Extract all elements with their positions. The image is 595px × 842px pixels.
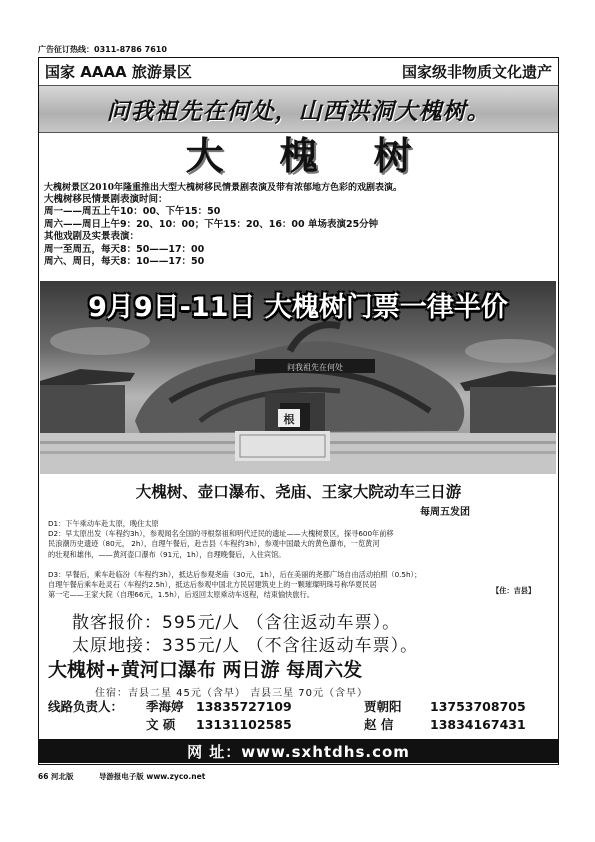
stay-note: 【住：吉县】: [492, 586, 536, 595]
price-line: 散客报价：595元/人 （含往返动车票）。: [72, 613, 401, 633]
schedule-heading: 大槐树移民情景剧表演时间：: [44, 194, 168, 205]
itinerary-line: D2：早太原出发（车程约3h），参观闻名全国的寻根祭祖和明代迁民的遗址——大槐树景区，探寻600年前移: [48, 529, 394, 539]
contact-name: 赵 信: [364, 717, 394, 732]
schedule-line: 周六——周日上午9：20、10：00；下午15：20、16：00 单场表演25分钟: [44, 218, 379, 230]
show-schedule: [44, 194, 556, 268]
contact-name: 季海婷: [146, 699, 184, 714]
promo-title: 9月9日-11日 大槐树门票一律半价: [88, 292, 508, 323]
schedule-line: 周六、周日，每天8：10——17：50: [44, 256, 205, 268]
contact-phone: 13131102585: [196, 717, 292, 732]
price-line: 太原地接：335元/人 （不含往返动车票）。: [72, 636, 419, 656]
combo-tour: 大槐树+黄河口瀑布 两日游 每周六发: [48, 659, 363, 681]
schedule-line: 周一——周五上午10：00、下午15：50: [44, 206, 221, 218]
slogan-banner: 问我祖先在何处，山西洪洞大槐树。: [39, 85, 558, 133]
footer-source: 导游报电子版 www.zyco.net: [98, 772, 206, 781]
itinerary-line: 的壮观和雄伟，——黄河壶口瀑布（91元，1h），自理晚餐后，入住宾馆。: [48, 549, 286, 559]
route-title: 大槐树、壶口瀑布、尧庙、王家大院动车三日游: [135, 483, 462, 501]
schedule-heading: 其他戏剧及实景表演：: [44, 231, 140, 243]
itinerary-line: D1：下午乘动车赴太原，晚住太原: [48, 519, 159, 528]
itinerary: [48, 519, 554, 600]
itinerary-line: 民浪潮历史遗迹（80元， 2h），自理午餐后，赴吉县（车程约3h），参观中国最大的黄色瀑布，一览黄河: [48, 539, 380, 549]
contacts-label: 线路负责人：: [48, 699, 124, 714]
contacts: [48, 698, 556, 734]
top-bar: [39, 59, 558, 83]
website-bar[interactable]: 网 址：www.sxhtdhs.com: [39, 739, 558, 763]
departure-note: 每周五发团: [420, 507, 470, 518]
contact-phone: 13834167431: [430, 717, 526, 732]
contact-phone: 13753708705: [430, 699, 526, 714]
itinerary-line: 第一宅——王家大院（自理66元，1.5h），后返回太原乘动车返程，结束愉快旅行。: [48, 590, 314, 600]
itinerary-line: 自理午餐后乘车赴灵石（车程约2.5h），抵达后参观中国北方民居建筑史上的一颗璀璨明珠号称华夏民居: [48, 580, 377, 590]
contact-name: 文 硕: [146, 717, 176, 732]
ad-hotline: 广告征订热线：0311-8786 7610: [38, 45, 167, 54]
contact-phone: 13835727109: [196, 699, 292, 714]
main-title: 大槐树: [185, 134, 468, 178]
intro-text: 大槐树景区2010年隆重推出大型大槐树移民情景剧表演及带有浓郁地方色彩的戏剧表演。: [44, 183, 403, 193]
photo-plaque-text: 根: [283, 413, 295, 426]
aaaa-label: 国家 AAAA 旅游景区: [45, 62, 192, 81]
heritage-label: 国家级非物质文化遗产: [401, 62, 552, 81]
schedule-line: 周一至周五，每天8：50——17：00: [44, 243, 205, 255]
contact-name: 贾朝阳: [364, 699, 402, 714]
itinerary-line: D3：早餐后，乘车赴临汾（车程约3h），抵达后参观尧庙（30元，1h），后在美丽的尧都广场自由活动拍照（0.5h）；: [48, 569, 422, 579]
page-number: 66 河北版: [38, 772, 74, 781]
page-footer: [38, 771, 205, 782]
lodging-info: 住宿：吉县二星 45元（含早） 吉县三星 70元（含早）: [95, 688, 368, 699]
photo-sign-text: 问我祖先在何处: [287, 363, 343, 372]
